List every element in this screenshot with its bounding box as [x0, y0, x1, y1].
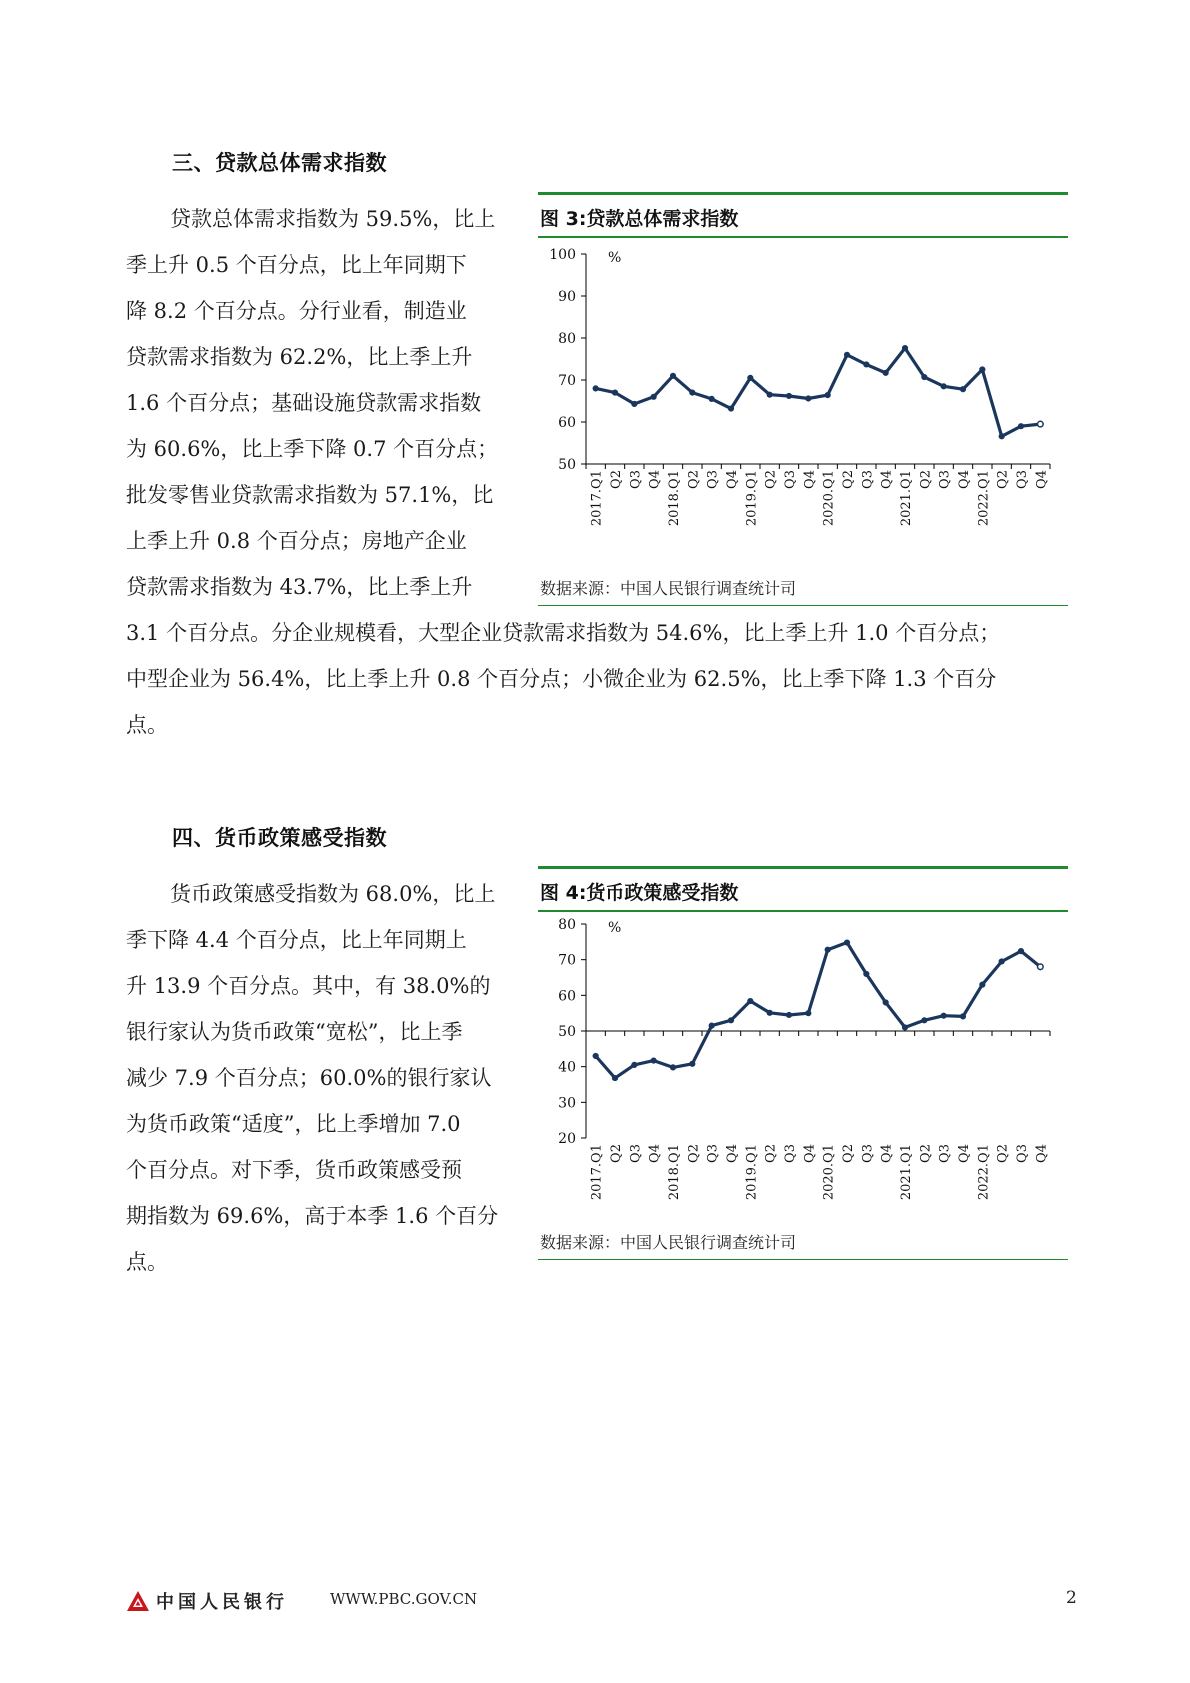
chart3-x-tick-label: Q3 [937, 469, 953, 489]
chart4-data-point [767, 1010, 772, 1015]
figure-3-title: 图 3:贷款总体需求指数 [540, 208, 739, 230]
chart4-data-point [593, 1053, 598, 1058]
chart4-x-tick-label: Q2 [609, 1143, 624, 1163]
chart3-data-point [806, 395, 811, 400]
figure-4-source: 数据来源：中国人民银行调查统计司 [540, 1232, 797, 1252]
chart3-data-point [825, 392, 830, 397]
chart3-x-tick-label: 2021.Q1 [899, 469, 914, 526]
chart4-y-tick-label: 20 [558, 1130, 576, 1147]
chart4-data-point [806, 1010, 811, 1015]
chart4-x-tick-label: 2020.Q1 [821, 1143, 837, 1200]
chart4-data-point [728, 1017, 733, 1022]
chart3-y-tick-label: 100 [549, 246, 576, 263]
chart4-x-tick-label: Q2 [763, 1143, 779, 1163]
chart4-unit-label: % [608, 919, 622, 936]
chart4-y-tick-label: 50 [558, 1023, 576, 1040]
section4-line-6: 个百分点。对下季，货币政策感受预 [126, 1158, 462, 1182]
chart4-data-point [922, 1017, 927, 1022]
chart3-data-point [728, 405, 733, 410]
chart3-data-point [960, 386, 965, 391]
chart4-x-tick-label: Q3 [1015, 1143, 1030, 1163]
section4-heading: 四、货币政策感受指数 [172, 826, 387, 850]
section4-line-1: 季下降 4.4 个百分点，比上年同期上 [126, 928, 467, 952]
chart3-x-tick-label: Q4 [1034, 469, 1050, 489]
chart4-data-point [670, 1064, 675, 1069]
chart3-x-tick-label: Q3 [1015, 469, 1030, 489]
chart3-x-tick-label: Q3 [705, 469, 721, 489]
chart4-data-point [748, 998, 753, 1003]
chart4-x-tick-label: Q3 [628, 1143, 644, 1163]
chart4-x-tick-label: Q2 [841, 1143, 856, 1163]
chart3-series-line [596, 348, 1041, 436]
chart4-x-tick-label: Q4 [802, 1143, 818, 1163]
section4-line-3: 银行家认为货币政策“宽松”，比上季 [126, 1020, 463, 1044]
chart3-x-tick-label: Q3 [628, 469, 644, 489]
figure-4-title: 图 4:货币政策感受指数 [540, 882, 739, 904]
figure-4-bottom-rule [538, 1259, 1068, 1261]
chart3-data-point [1018, 423, 1023, 428]
section4-line-2: 升 13.9 个百分点。其中，有 38.0%的 [126, 974, 491, 998]
page-number: 2 [1066, 1588, 1077, 1608]
chart4-data-point [690, 1061, 695, 1066]
chart3-x-tick-label: Q2 [763, 469, 779, 489]
chart4-data-point [612, 1075, 617, 1080]
chart4-y-tick-label: 40 [558, 1059, 576, 1076]
chart4-data-point [864, 971, 869, 976]
chart3-data-point [883, 370, 888, 375]
section3-line-3: 贷款需求指数为 62.2%，比上季上升 [126, 345, 473, 369]
section3-line-8: 贷款需求指数为 43.7%，比上季上升 [126, 575, 473, 599]
chart3-x-tick-label: 2020.Q1 [821, 469, 837, 526]
section3-heading: 三、贷款总体需求指数 [172, 151, 387, 175]
chart4-x-tick-label: Q2 [995, 1143, 1011, 1163]
figure-3-bottom-rule [538, 605, 1068, 607]
footer-url[interactable]: WWW.PBC.GOV.CN [330, 1590, 478, 1608]
chart3-x-tick-label: Q2 [995, 469, 1011, 489]
chart4-data-point [941, 1013, 946, 1018]
chart3-data-point [864, 361, 869, 366]
chart4-data-point [825, 947, 830, 952]
section4-line-8: 点。 [126, 1250, 168, 1274]
chart3-last-point [1038, 421, 1044, 427]
chart3-data-point [902, 345, 907, 350]
chart4-x-tick-label: 2022.Q1 [976, 1143, 992, 1200]
chart4-x-tick-label: Q3 [783, 1143, 798, 1163]
chart3-y-tick-label: 70 [558, 372, 576, 389]
pbc-logo-icon [126, 1590, 150, 1612]
chart3-x-tick-label: Q2 [686, 469, 702, 489]
section3-line-4: 1.6 个百分点；基础设施贷款需求指数 [126, 391, 482, 415]
chart4-x-tick-label: 2017.Q1 [589, 1143, 605, 1200]
chart-loan-demand [538, 238, 1068, 568]
chart3-x-tick-label: Q4 [725, 469, 740, 489]
figure-3 [538, 192, 1068, 606]
section4-paragraph [126, 871, 522, 1285]
chart4-data-point [651, 1058, 656, 1063]
chart4-y-tick-label: 80 [558, 916, 576, 933]
chart3-x-tick-label: Q2 [609, 469, 624, 489]
chart4-x-tick-label: Q4 [647, 1143, 663, 1163]
chart4-data-point [960, 1013, 965, 1018]
chart4-series-line [596, 942, 1041, 1078]
chart3-data-point [999, 433, 1004, 438]
figure-4 [538, 866, 1068, 1260]
chart4-x-tick-label: Q4 [1034, 1143, 1050, 1163]
chart4-x-tick-label: 2021.Q1 [899, 1143, 914, 1200]
chart3-y-tick-label: 50 [558, 456, 576, 473]
chart4-y-tick-label: 30 [558, 1094, 576, 1111]
chart4-x-tick-label: Q3 [705, 1143, 721, 1163]
chart3-data-point [651, 394, 656, 399]
chart4-x-tick-label: Q4 [725, 1143, 740, 1163]
chart3-x-tick-label: Q3 [860, 469, 876, 489]
chart4-data-point [632, 1062, 637, 1067]
chart4-x-tick-label: Q3 [937, 1143, 953, 1163]
chart3-x-tick-label: 2018.Q1 [667, 469, 682, 526]
chart4-last-point [1038, 964, 1044, 970]
chart3-y-tick-label: 80 [558, 330, 576, 347]
chart4-x-tick-label: Q3 [860, 1143, 876, 1163]
chart3-data-point [844, 352, 849, 357]
section4-line-4: 减少 7.9 个百分点；60.0%的银行家认 [126, 1066, 492, 1090]
section3-paragraph-full [126, 610, 1070, 748]
chart4-x-tick-label: Q2 [918, 1143, 934, 1163]
footer-bank-name: 中国人民银行 [156, 1592, 288, 1613]
section3-line-7: 上季上升 0.8 个百分点；房地产企业 [126, 529, 467, 553]
chart3-x-tick-label: Q4 [957, 469, 972, 489]
chart3-data-point [612, 390, 617, 395]
chart4-x-tick-label: 2018.Q1 [667, 1143, 682, 1200]
chart3-x-tick-label: Q4 [879, 469, 895, 489]
chart3-data-point [593, 385, 598, 390]
chart3-data-point [786, 393, 791, 398]
figure-3-source: 数据来源：中国人民银行调查统计司 [540, 578, 797, 598]
chart4-x-tick-label: 2019.Q1 [744, 1143, 760, 1200]
chart3-data-point [709, 396, 714, 401]
chart3-x-tick-label: Q2 [918, 469, 934, 489]
section3-line-1: 季上升 0.5 个百分点，比上年同期下 [126, 253, 467, 277]
chart3-data-point [922, 374, 927, 379]
section4-line-0: 货币政策感受指数为 68.0%，比上 [170, 882, 496, 906]
chart3-data-point [670, 373, 675, 378]
section3-paragraph [126, 196, 522, 610]
section3-line-6: 批发零售业贷款需求指数为 57.1%，比 [126, 483, 494, 507]
section3-line-0: 贷款总体需求指数为 59.5%，比上 [170, 207, 496, 231]
chart-monetary-policy [538, 912, 1068, 1222]
chart4-data-point [999, 958, 1004, 963]
chart4-data-point [786, 1012, 791, 1017]
section4-line-5: 为货币政策“适度”，比上季增加 7.0 [126, 1112, 461, 1136]
chart3-data-point [767, 392, 772, 397]
chart3-data-point [748, 375, 753, 380]
chart3-x-tick-label: Q3 [783, 469, 798, 489]
chart4-data-point [902, 1024, 907, 1029]
section4-line-7: 期指数为 69.6%，高于本季 1.6 个百分 [126, 1204, 499, 1228]
chart4-data-point [844, 939, 849, 944]
chart3-x-tick-label: 2017.Q1 [589, 469, 605, 526]
chart3-unit-label: % [608, 249, 622, 266]
chart3-data-point [690, 390, 695, 395]
chart4-data-point [709, 1023, 714, 1028]
chart4-x-tick-label: Q2 [686, 1143, 702, 1163]
chart4-data-point [883, 999, 888, 1004]
chart4-x-tick-label: Q4 [957, 1143, 972, 1163]
section3-full-line-1: 中型企业为 56.4%，比上季上升 0.8 个百分点；小微企业为 62.5%，比上季下降 1.3 个百分 [126, 667, 997, 691]
footer-logo [126, 1588, 288, 1614]
chart3-data-point [980, 366, 985, 371]
chart3-y-tick-label: 90 [558, 288, 576, 305]
chart3-x-tick-label: Q2 [841, 469, 856, 489]
chart4-y-tick-label: 60 [558, 987, 576, 1004]
chart4-y-tick-label: 70 [558, 952, 576, 969]
chart3-y-tick-label: 60 [558, 414, 576, 431]
chart3-x-tick-label: Q4 [647, 469, 663, 489]
chart3-x-tick-label: 2019.Q1 [744, 469, 760, 526]
chart3-x-tick-label: 2022.Q1 [976, 469, 992, 526]
chart3-data-point [632, 401, 637, 406]
chart4-x-tick-label: Q4 [879, 1143, 895, 1163]
section3-line-2: 降 8.2 个百分点。分行业看，制造业 [126, 299, 467, 323]
section3-line-5: 为 60.6%，比上季下降 0.7 个百分点； [126, 437, 499, 461]
section3-full-line-0: 3.1 个百分点。分企业规模看，大型企业贷款需求指数为 54.6%，比上季上升 1.0 个百分点； [126, 621, 1001, 645]
chart4-data-point [980, 982, 985, 987]
chart4-data-point [1018, 948, 1023, 953]
section3-full-line-2: 点。 [126, 713, 168, 737]
chart3-data-point [941, 383, 946, 388]
chart3-x-tick-label: Q4 [802, 469, 818, 489]
